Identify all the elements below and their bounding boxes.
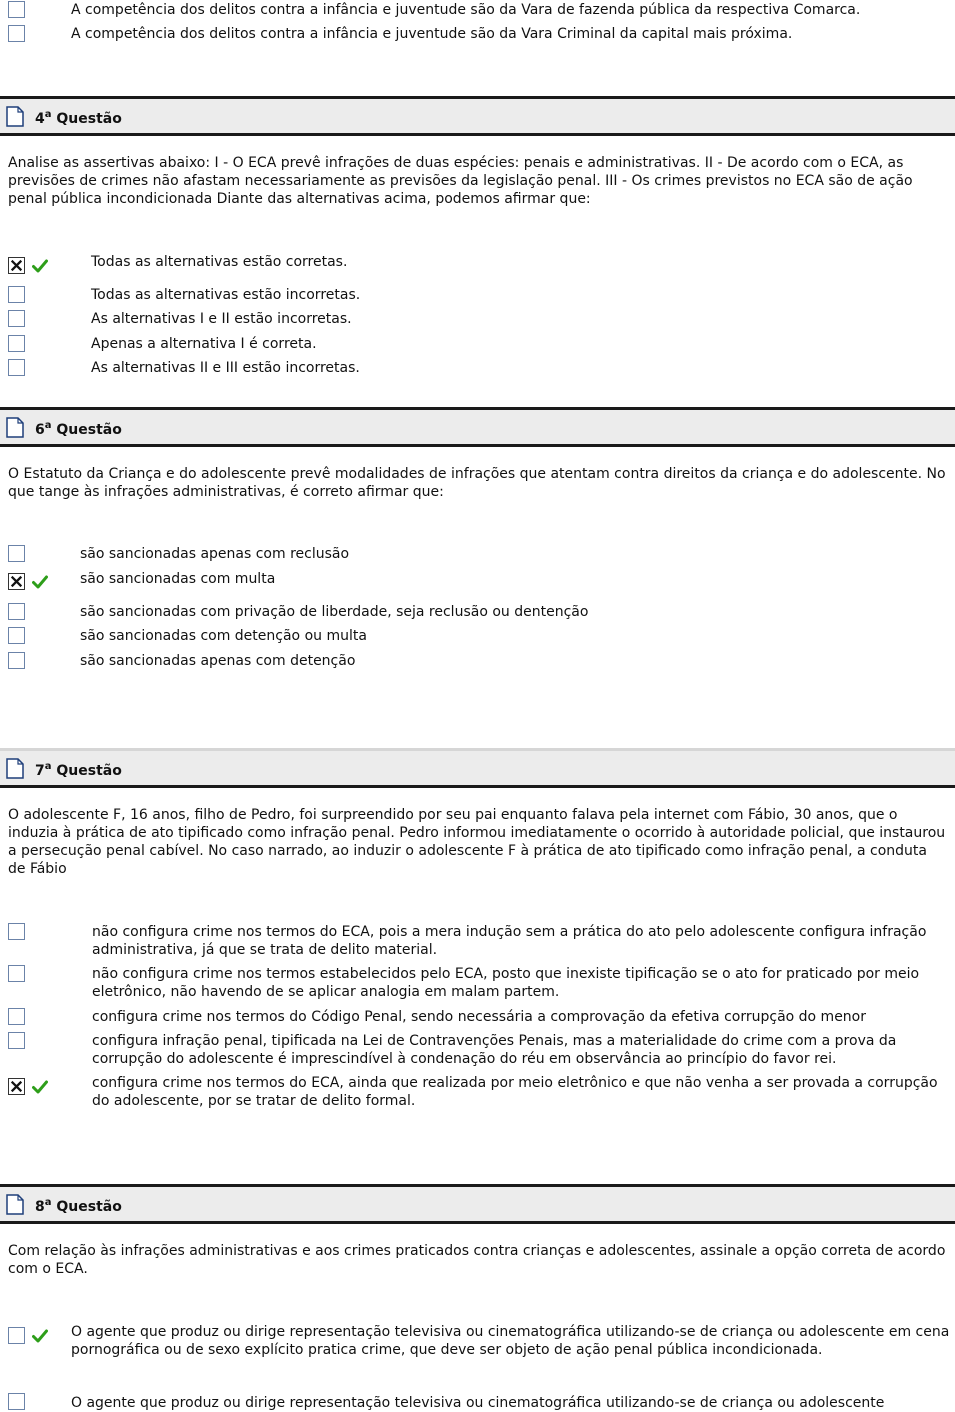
question-4-statement: Analise as assertivas abaixo: I - O ECA prevê infrações de duas espécies: penais e administrativas. II - De acordo com o ECA, as previsões de crimes não afastam necessariamente as previsões da legislação penal. III - Os crimes previstos no ECA são de ação penal pública incondicionada Diante das alternativas acima, podemos afirmar que: [8,155,913,207]
question-4-title: 4$^a$ Questão [35,109,122,127]
option-text: O agente que produz ou dirige representação televisiva ou cinematográfica utilizando-se de criança ou adolescente em cena pornográfica ou de sexo explícito pratica crime, que deve ser objeto de ação penal pública incondicionada. [71,1324,950,1358]
option-text: A competência dos delitos contra a infância e juventude são da Vara de fazenda pública da respectiva Comarca. [71,2,861,18]
option-text: A competência dos delitos contra a infância e juventude são da Vara Criminal da capital mais próxima. [71,26,793,42]
question-8-statement: Com relação às infrações administrativas e aos crimes praticados contra crianças e adolescentes, assinale a opção correta de acordo com o ECA. [8,1243,946,1277]
option-text: são sancionadas apenas com detenção [80,653,356,669]
option-text: As alternativas II e III estão incorretas. [91,360,360,376]
option-text: são sancionadas com detenção ou multa [80,628,367,644]
correct-check-icon [32,259,48,273]
x-mark-icon [9,1079,24,1094]
option-checkbox[interactable] [8,310,25,327]
option-checkbox[interactable] [8,627,25,644]
option-text: são sancionadas com multa [80,571,276,587]
option-text: Todas as alternativas estão corretas. [91,254,348,270]
option-text: não configura crime nos termos estabelecidos pelo ECA, posto que inexiste tipificação se o ato for praticado por meio eletrônico, não havendo de se aplicar analogia em malam partem. [92,966,920,1000]
question-7-statement: O adolescente F, 16 anos, filho de Pedro, foi surpreendido por seu pai enquanto falava pela internet com Fábio, 30 anos, que o induzia à prática de ato tipificado como infração penal. Pedro informou imediatamente o ocorrido à autoridade policial, que instaurou a persecução penal cabível. No caso narrado, ao induzir o adolescente F à prática de ato tipificado como infração penal, a conduta de Fábio [8,807,946,877]
option-checkbox[interactable] [8,1327,25,1344]
question-6-statement: O Estatuto da Criança e do adolescente prevê modalidades de infrações que atentam contra direitos da criança e do adolescente. No que tange às infrações administrativas, é correto afirmar que: [8,466,946,500]
option-checkbox[interactable] [8,545,25,562]
option-checkbox[interactable] [8,652,25,669]
option-text: O agente que produz ou dirige representação televisiva ou cinematográfica utilizando-se de criança ou adolescente [71,1395,885,1411]
question-4-header [0,96,955,136]
option-checkbox[interactable] [8,923,25,940]
x-mark-icon [9,258,24,273]
option-text: configura crime nos termos do Código Penal, sendo necessária a comprovação da efetiva corrupção do menor [92,1009,867,1025]
x-mark-icon [9,574,24,589]
option-checkbox[interactable] [8,603,25,620]
correct-check-icon [32,1080,48,1094]
option-text: As alternativas I e II estão incorretas. [91,311,352,327]
option-checkbox[interactable] [8,286,25,303]
option-checkbox-checked[interactable] [8,1078,25,1095]
option-text: Apenas a alternativa I é correta. [91,336,317,352]
option-checkbox[interactable] [8,335,25,352]
question-6-title: 6$^a$ Questão [35,420,122,438]
question-7-header [0,748,955,788]
question-8-title: 8$^a$ Questão [35,1197,122,1215]
question-6-header [0,407,955,447]
option-checkbox[interactable] [8,1393,25,1410]
option-checkbox-checked[interactable] [8,573,25,590]
option-checkbox[interactable] [8,25,25,42]
correct-check-icon [32,575,48,589]
option-text: são sancionadas apenas com reclusão [80,546,350,562]
option-checkbox[interactable] [8,1008,25,1025]
option-text: configura infração penal, tipificada na Lei de Contravenções Penais, mas a materialidade do crime com a prova da corrupção do adolescente é imprescindível à condenação do réu em observância ao princípio do favor rei. [92,1033,897,1067]
option-checkbox[interactable] [8,965,25,982]
question-7-title: 7$^a$ Questão [35,761,122,779]
option-text: configura crime nos termos do ECA, ainda que realizada por meio eletrônico e que não venha a ser provada a corrupção do adolescente, por se tratar de delito formal. [92,1075,938,1109]
correct-check-icon [32,1329,48,1343]
option-text: Todas as alternativas estão incorretas. [91,287,361,303]
option-checkbox[interactable] [8,1,25,18]
option-checkbox-checked[interactable] [8,257,25,274]
document-icon [6,1194,24,1215]
document-icon [6,417,24,438]
document-icon [6,758,24,779]
document-icon [6,106,24,127]
question-8-header [0,1184,955,1224]
option-checkbox[interactable] [8,1032,25,1049]
option-text: não configura crime nos termos do ECA, pois a mera indução sem a prática do ato pelo adolescente configura infração administrativa, já que se trata de delito material. [92,924,927,958]
option-text: são sancionadas com privação de liberdade, seja reclusão ou dentenção [80,604,589,620]
option-checkbox[interactable] [8,359,25,376]
